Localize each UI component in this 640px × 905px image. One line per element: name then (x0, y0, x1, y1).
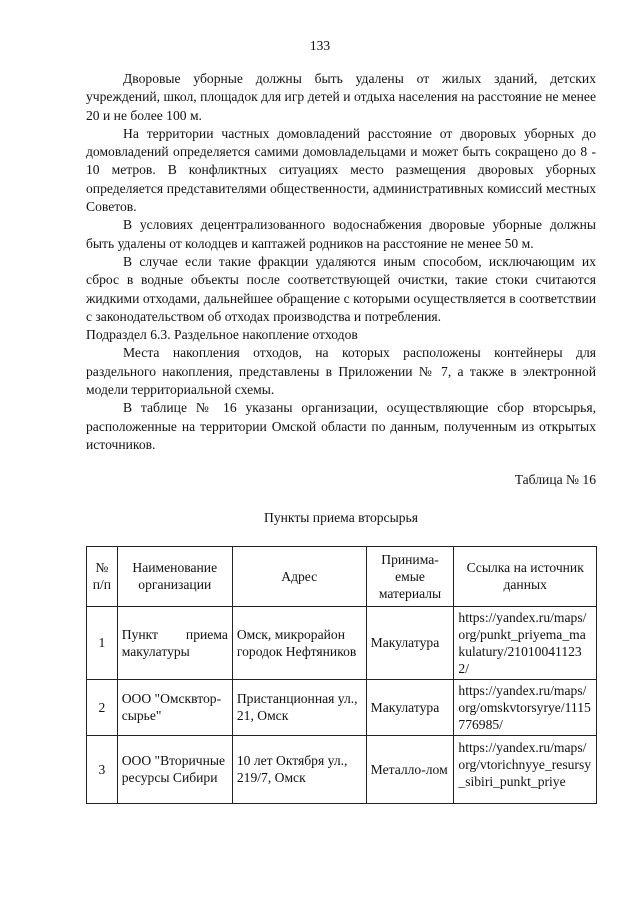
paragraph: В случае если такие фракции удаляются иным способом, исключающим их сброс в водные объекты после соответствующей очистки, такие стоки считаются жидкими отходами, дальнейшее обращение с которыми осуществляется в соответствии с законодательством об отходах производства и потребления. (86, 253, 596, 324)
table-title: Пункты приема вторсырья (264, 509, 418, 525)
cell-num: 3 (87, 735, 118, 803)
collection-points-table (86, 546, 597, 804)
cell-link-text[interactable]: https://yandex.ru/maps/org/vtorichnyye_resursy_sibiri_punkt_priye (458, 740, 592, 790)
cell-address: Пристанционная ул., 21, Омск (232, 679, 366, 735)
header-num: № п/п (87, 546, 118, 606)
cell-link[interactable] (454, 735, 597, 803)
cell-materials: Макулатура (366, 606, 454, 679)
paragraph: Места накопления отходов, на которых расположены контейнеры для раздельного накопления, представлены в Приложении № 7, а также в электронной модели территориальной схемы. (86, 345, 596, 398)
table-number: Таблица № 16 (514, 472, 596, 488)
header-link: Ссылка на источник данных (454, 546, 597, 606)
paragraph: В условиях децентрализованного водоснабжения дворовые уборные должны быть удалены от колодцев и каптажей родников на расстояние не менее 50 м. (86, 217, 596, 251)
cell-link[interactable]: https://yandex.ru/maps/org/omskvtorsyrye/1115776985/ (454, 679, 597, 735)
cell-num: 1 (87, 606, 118, 679)
header-address: Адрес (232, 546, 366, 606)
cell-name: ООО "Вторичные ресурсы Сибири (117, 735, 232, 803)
paragraph: На территории частных домовладений расстояние от дворовых уборных до домовладений определяется самими домовладельцами и может быть сокращено до 8 - 10 метров. В конфликтных ситуациях место размещения дворовых уборных определяется представителями общественности, административных комиссий местных Советов. (86, 125, 596, 215)
paragraph: Дворовые уборные должны быть удалены от жилых зданий, детских учреждений, школ, площадок для игр детей и отдыха населения на расстояние не менее 20 и не более 100 м. (86, 71, 596, 123)
header-materials: Принима-емые материалы (366, 546, 454, 606)
cell-link[interactable]: https://yandex.ru/maps/org/punkt_priyema_makulatury/210100411232/ (454, 606, 597, 679)
paragraph: В таблице № 16 указаны организации, осуществляющие сбор вторсырья, расположенные на территории Омской области по данным, полученным из открытых источников. (86, 400, 596, 452)
subsection-title: Подраздел 6.3. Раздельное накопление отходов (86, 327, 358, 343)
cell-name: Пункт приема макулатуры (117, 606, 232, 679)
table-row (87, 606, 597, 679)
document-body (86, 70, 596, 804)
header-name: Наименование организации (117, 546, 232, 606)
table-row (87, 679, 597, 735)
cell-name: ООО "Омсквтор-сырье" (117, 679, 232, 735)
cell-materials: Макулатура (366, 679, 454, 735)
page-number: 133 (309, 38, 331, 53)
table-row (87, 735, 597, 803)
cell-materials: Металло-лом (366, 735, 454, 803)
table-header-row (87, 546, 597, 606)
cell-address: Омск, микрорайон городок Нефтяников (232, 606, 366, 679)
cell-address: 10 лет Октября ул., 219/7, Омск (232, 735, 366, 803)
cell-num: 2 (87, 679, 118, 735)
